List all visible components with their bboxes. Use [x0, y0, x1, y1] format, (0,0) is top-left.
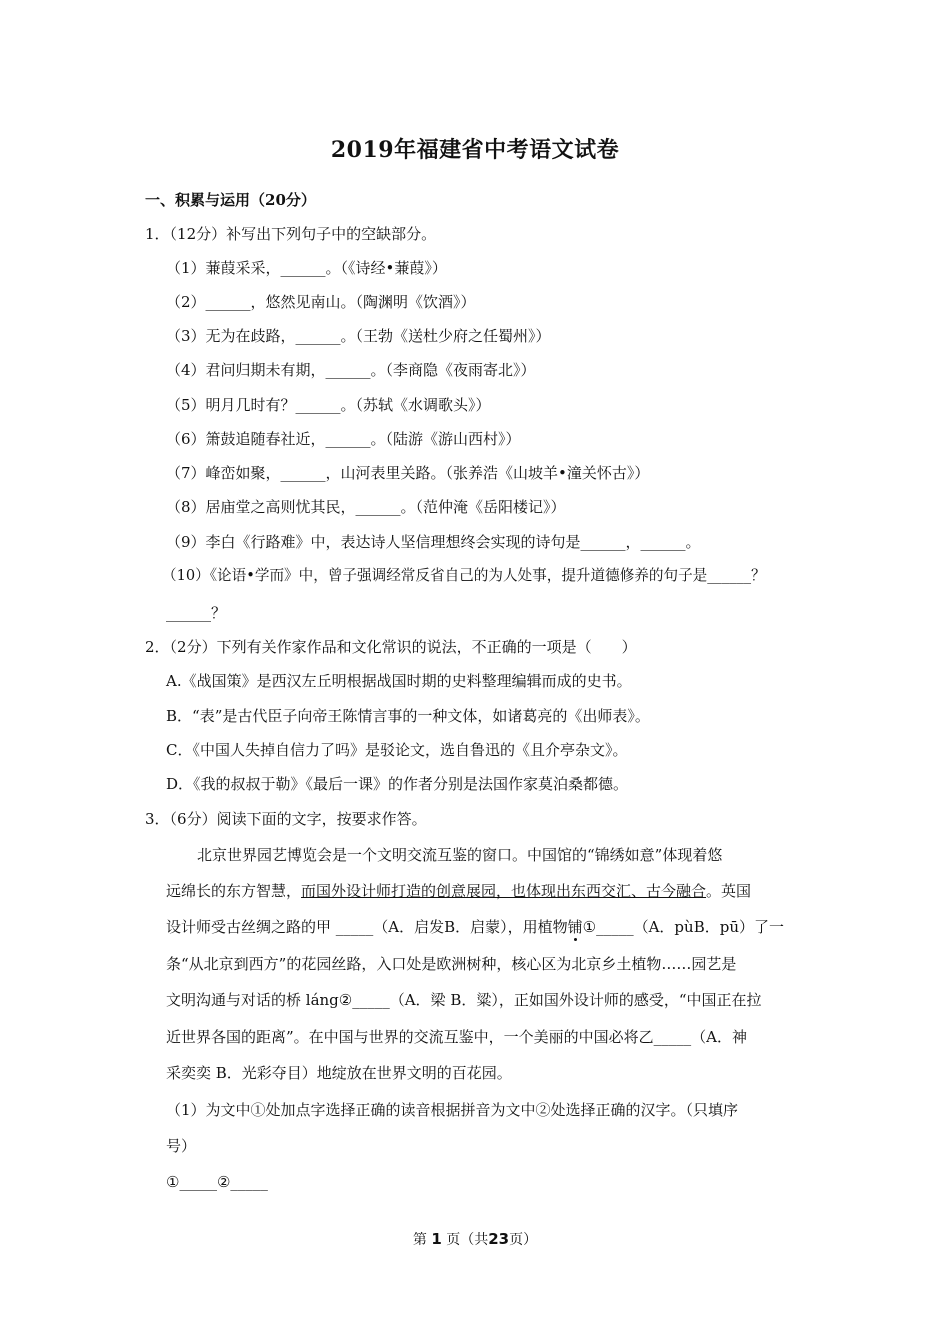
- passage-text: 。英国: [706, 882, 752, 900]
- question-1-item-10-cont: ______？: [166, 604, 227, 622]
- page-total: 23: [488, 1230, 510, 1248]
- question-1-item-10: （10）《论语•学而》中，曾子强调经常反省自己的为人处事，提升道德修养的句子是______？: [162, 567, 766, 584]
- question-1-item: （1）蒹葭采采，______。（《诗经•蒹葭》）: [166, 259, 447, 277]
- question-1-stem: 1．（12分）补写出下列句子中的空缺部分。: [145, 225, 437, 243]
- passage-line: [166, 881, 751, 901]
- passage-text: 设计师受古丝绸之路的甲 _____（A．启发B．启蒙），用植物: [166, 918, 568, 936]
- footer-text: 第: [412, 1232, 427, 1248]
- section-heading: 一、积累与运用（20分）: [145, 191, 316, 209]
- question-1-item: （3）无为在歧路，______。（王勃《送杜少府之任蜀州》）: [166, 327, 551, 345]
- question-2-option-a: A.《战国策》是西汉左丘明根据战国时期的史料整理编辑而成的史书。: [166, 672, 632, 690]
- passage-line: 近世界各国的距离”。在中国与世界的交流互鉴中，一个美丽的中国必将乙_____（A．神: [166, 1028, 748, 1046]
- page-title: 2019年福建省中考语文试卷: [330, 137, 620, 163]
- question-2-option-c: C．《中国人失掉自信力了吗》是驳论文，选自鲁迅的《且介亭杂文》。: [166, 741, 628, 759]
- page-footer: [0, 1229, 950, 1249]
- passage-line: 条“从北京到西方”的花园丝路，入口处是欧洲树种，核心区为北京乡土植物……园艺是: [166, 955, 737, 973]
- page-number: 1: [431, 1230, 442, 1248]
- answer-blanks: ①_____②_____: [166, 1173, 268, 1191]
- question-2-option-d: D．《我的叔叔于勒》《最后一课》的作者分别是法国作家莫泊桑都德。: [166, 775, 629, 793]
- question-1-item: （4）君问归期未有期，______。（李商隐《夜雨寄北》）: [166, 361, 536, 379]
- question-2-stem: 2．（2分）下列有关作家作品和文化常识的说法，不正确的一项是（ ）: [145, 638, 637, 656]
- underlined-sentence: 而国外设计师打造的创意展园，也体现出东西交汇、古今融合: [301, 882, 707, 900]
- passage-line: 采奕奕 B．光彩夺目）地绽放在世界文明的百花园。: [166, 1064, 512, 1082]
- passage-line: 北京世界园艺博览会是一个文明交流互鉴的窗口。中国馆的“锦绣如意”体现着悠: [197, 846, 723, 864]
- question-1-item: （7）峰峦如聚，______，山河表里关路。（张养浩《山坡羊•潼关怀古》）: [166, 464, 650, 482]
- question-1-item: （6）箫鼓追随春社近，______。（陆游《游山西村》）: [166, 430, 521, 448]
- question-3-stem: 3．（6分）阅读下面的文字，按要求作答。: [145, 810, 427, 828]
- passage-text: ①_____（A．pùB．pū）了一: [582, 918, 784, 936]
- question-1-item: （8）居庙堂之高则忧其民，______。（范仲淹《岳阳楼记》）: [166, 498, 566, 516]
- passage-line: [166, 917, 784, 937]
- footer-text: 页）: [509, 1232, 538, 1248]
- question-2-option-b: B．“表”是古代臣子向帝王陈情言事的一种文体，如诸葛亮的《出师表》。: [166, 707, 650, 725]
- passage-line: 文明沟通与对话的桥 láng②_____（A．梁 B．粱），正如国外设计师的感受，“中国正在拉: [166, 991, 762, 1009]
- question-3-sub-1: （1）为文中①处加点字选择正确的读音根据拼音为文中②处选择正确的汉字。（只填序: [166, 1101, 739, 1119]
- passage-text: 远绵长的东方智慧，: [166, 882, 302, 900]
- footer-text: 页（共: [446, 1232, 489, 1248]
- question-1-item: （2）______，悠然见南山。（陶渊明《饮酒》）: [166, 293, 476, 311]
- question-1-item: （9）李白《行路难》中，表达诗人坚信理想终会实现的诗句是______，______。: [166, 533, 701, 551]
- question-1-item: （5）明月几时有？______。（苏轼《水调歌头》）: [166, 396, 491, 414]
- dotted-character: 铺: [567, 918, 583, 936]
- question-3-sub-1-cont: 号）: [166, 1137, 197, 1155]
